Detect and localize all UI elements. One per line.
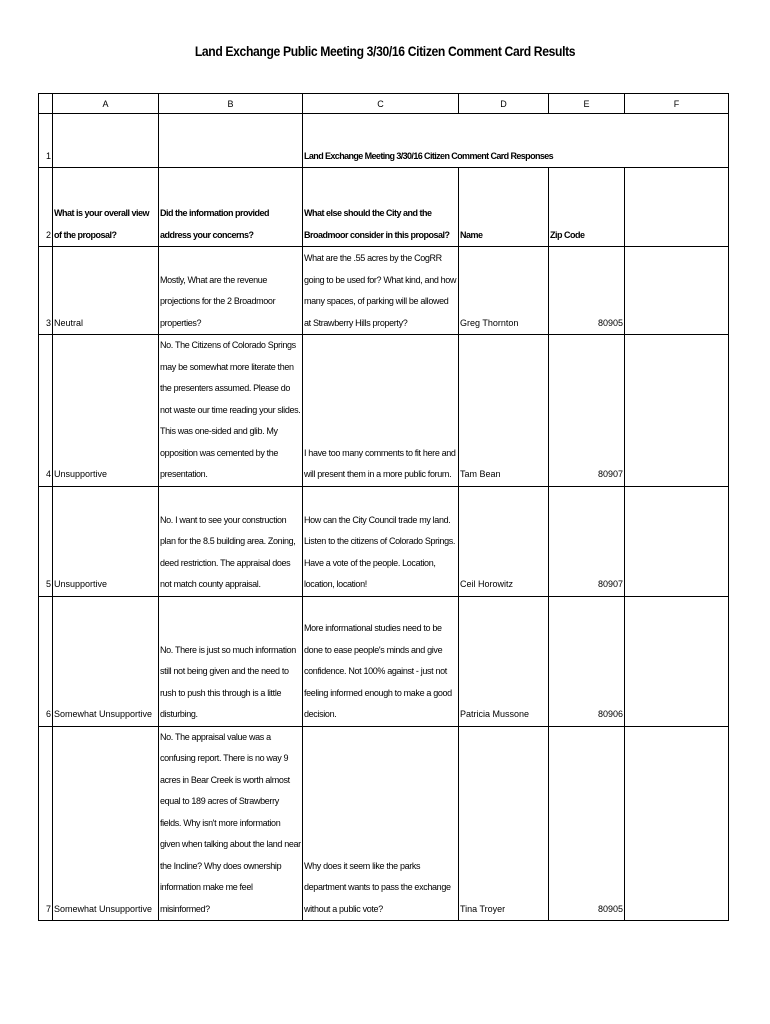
cell[interactable] (53, 114, 159, 168)
row-number[interactable]: 5 (39, 486, 53, 596)
header-name[interactable]: Name (459, 168, 549, 247)
row-number[interactable]: 7 (39, 726, 53, 921)
zip-code-cell[interactable]: 80905 (549, 247, 625, 335)
cell[interactable] (625, 486, 729, 596)
cell[interactable] (625, 247, 729, 335)
else-consider-cell[interactable]: What are the .55 acres by the CogRR going to be used for? What kind, and how many spaces, of parking will be allowed at Strawberry Hills property? (303, 247, 459, 335)
else-consider-cell[interactable]: How can the City Council trade my land. Listen to the citizens of Colorado Springs. Have a vote of the people. Location, location, location! (303, 486, 459, 596)
else-consider-cell[interactable]: Why does it seem like the parks department wants to pass the exchange without a public vote? (303, 726, 459, 921)
column-header-row (39, 94, 729, 114)
column-header-b[interactable]: B (159, 94, 303, 114)
info-provided-cell[interactable]: No. The appraisal value was a confusing report. There is no way 9 acres in Bear Creek is worth almost equal to 189 acres of Strawberry fields. Why isn't more information given when talking about the land near the Incline? Why does ownership information make me feel misinformed? (159, 726, 303, 921)
info-provided-cell[interactable]: Mostly, What are the revenue projections for the 2 Broadmoor properties? (159, 247, 303, 335)
corner-cell[interactable] (39, 94, 53, 114)
name-cell[interactable]: Patricia Mussone (459, 596, 549, 726)
column-header-c[interactable]: C (303, 94, 459, 114)
info-provided-cell[interactable]: No. I want to see your construction plan for the 8.5 building area. Zoning, deed restriction. The appraisal does not match county appraisal. (159, 486, 303, 596)
header-info-provided[interactable]: Did the information provided address your concerns? (159, 168, 303, 247)
zip-code-cell[interactable]: 80906 (549, 596, 625, 726)
zip-code-cell[interactable]: 80905 (549, 726, 625, 921)
zip-code-cell[interactable]: 80907 (549, 335, 625, 487)
row-number[interactable]: 6 (39, 596, 53, 726)
cell[interactable] (625, 335, 729, 487)
page-title: Land Exchange Public Meeting 3/30/16 Citizen Comment Card Results (194, 44, 576, 59)
else-consider-cell[interactable]: I have too many comments to fit here and will present them in a more public forum. (303, 335, 459, 487)
overall-view-cell[interactable]: Somewhat Unsupportive (53, 726, 159, 921)
cell[interactable] (625, 596, 729, 726)
header-zip-code[interactable]: Zip Code (549, 168, 625, 247)
info-provided-cell[interactable]: No. There is just so much information still not being given and the need to rush to push this through is a little disturbing. (159, 596, 303, 726)
table-row (39, 726, 729, 921)
row-number[interactable]: 1 (39, 114, 53, 168)
row-number[interactable]: 4 (39, 335, 53, 487)
column-header-e[interactable]: E (549, 94, 625, 114)
overall-view-cell[interactable]: Neutral (53, 247, 159, 335)
cell[interactable] (625, 726, 729, 921)
table-row (39, 486, 729, 596)
overall-view-cell[interactable]: Somewhat Unsupportive (53, 596, 159, 726)
table-row (39, 247, 729, 335)
table-row (39, 335, 729, 487)
row-number[interactable]: 2 (39, 168, 53, 247)
spreadsheet-table (38, 93, 729, 921)
else-consider-cell[interactable]: More informational studies need to be done to ease people's minds and give confidence. Not 100% against - just not feeling informed enough to make a good decision. (303, 596, 459, 726)
zip-code-cell[interactable]: 80907 (549, 486, 625, 596)
header-else-consider[interactable]: What else should the City and the Broadmoor consider in this proposal? (303, 168, 459, 247)
name-cell[interactable]: Tam Bean (459, 335, 549, 487)
name-cell[interactable]: Greg Thornton (459, 247, 549, 335)
name-cell[interactable]: Ceil Horowitz (459, 486, 549, 596)
header-row (39, 168, 729, 247)
overall-view-cell[interactable]: Unsupportive (53, 486, 159, 596)
row-number[interactable]: 3 (39, 247, 53, 335)
info-provided-cell[interactable]: No. The Citizens of Colorado Springs may be somewhat more literate then the presenters assumed. Please do not waste our time reading your slides. This was one-sided and glib. My opposition was cemented by the presentation. (159, 335, 303, 487)
sheet-title[interactable]: Land Exchange Meeting 3/30/16 Citizen Comment Card Responses (303, 114, 729, 168)
column-header-d[interactable]: D (459, 94, 549, 114)
table-row (39, 596, 729, 726)
name-cell[interactable]: Tina Troyer (459, 726, 549, 921)
column-header-f[interactable]: F (625, 94, 729, 114)
cell[interactable] (625, 168, 729, 247)
sheet-row-1 (39, 114, 729, 168)
header-overall-view[interactable]: What is your overall view of the proposal? (53, 168, 159, 247)
cell[interactable] (159, 114, 303, 168)
overall-view-cell[interactable]: Unsupportive (53, 335, 159, 487)
column-header-a[interactable]: A (53, 94, 159, 114)
